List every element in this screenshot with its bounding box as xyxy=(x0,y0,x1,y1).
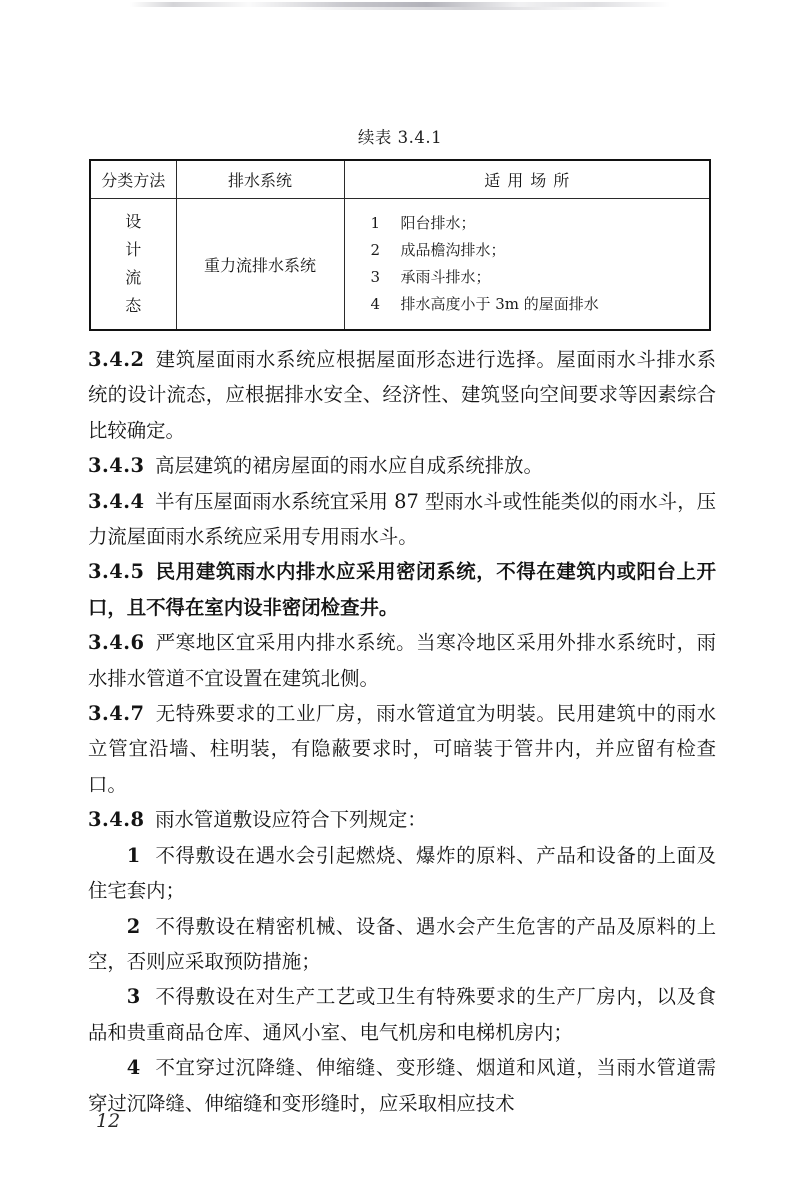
clause-number: 3.4.2 xyxy=(88,348,145,371)
clause-3-4-3 xyxy=(88,448,716,483)
list-item xyxy=(371,291,710,318)
list-item xyxy=(371,210,710,237)
table-header-method: 分类方法 xyxy=(90,160,176,199)
clause-text: 建筑屋面雨水系统应根据屋面形态进行选择。屋面雨水斗排水系统的设计流态，应根据排水安全、经济性、建筑竖向空间要求等因素综合比较确定。 xyxy=(88,348,716,442)
list-item-number: 1 xyxy=(370,214,381,232)
clause-text: 严寒地区宜采用内排水系统。当寒冷地区采用外排水系统时，雨水排水管道不宜设置在建筑北侧。 xyxy=(88,631,716,690)
clause-3-4-5 xyxy=(88,554,716,625)
clause-3-4-8 xyxy=(88,802,716,837)
clause-3-4-6 xyxy=(88,625,716,696)
sub-item-text: 不得敷设在遇水会引起燃烧、爆炸的原料、产品和设备的上面及住宅套内； xyxy=(88,843,716,903)
clause-text: 民用建筑雨水内排水应采用密闭系统，不得在建筑内或阳台上开口，且不得在室内设非密闭检查井。 xyxy=(88,560,716,619)
clause-text: 高层建筑的裙房屋面的雨水应自成系统排放。 xyxy=(155,454,543,478)
sub-item-2 xyxy=(88,909,716,980)
sub-item-number: 4 xyxy=(126,1056,141,1080)
list-item-number: 3 xyxy=(370,268,381,286)
method-char-4: 态 xyxy=(125,296,142,315)
clause-number: 3.4.5 xyxy=(88,560,145,584)
sub-item-number: 1 xyxy=(126,843,141,867)
spec-table-wrapper xyxy=(89,159,709,331)
sub-item-number: 2 xyxy=(126,914,141,938)
list-item-text: 阳台排水； xyxy=(400,214,476,232)
list-item-text: 排水高度小于 3m 的屋面排水 xyxy=(400,295,599,313)
sub-item-text: 不宜穿过沉降缝、伸缩缝、变形缝、烟道和风道，当雨水管道需穿过沉降缝、伸缩缝和变形缝时，应采取相应技术 xyxy=(88,1056,716,1115)
method-char-1: 设 xyxy=(125,212,142,231)
table-row xyxy=(90,199,710,331)
sub-item-4 xyxy=(88,1050,716,1121)
list-item-text: 成品檐沟排水； xyxy=(400,241,506,259)
clause-text: 半有压屋面雨水系统宜采用 87 型雨水斗或性能类似的雨水斗，压力流屋面雨水系统应采用专用雨水斗。 xyxy=(88,489,716,549)
list-item xyxy=(371,264,710,291)
cell-drainage-system: 重力流排水系统 xyxy=(176,199,344,331)
cell-classification-method xyxy=(90,199,176,331)
table-header-place: 适用场所 xyxy=(344,160,710,199)
clause-3-4-2 xyxy=(88,342,716,448)
sub-item-3 xyxy=(88,979,716,1050)
clause-number: 3.4.7 xyxy=(88,702,145,726)
drainage-system-table xyxy=(89,159,711,331)
list-item-text: 承雨斗排水； xyxy=(400,268,491,286)
list-item-number: 2 xyxy=(370,241,381,259)
clause-number: 3.4.3 xyxy=(88,454,145,478)
clause-number: 3.4.8 xyxy=(88,808,145,832)
clause-3-4-7 xyxy=(88,696,716,802)
clause-text: 无特殊要求的工业厂房，雨水管道宜为明装。民用建筑中的雨水立管宜沿墙、柱明装，有隐蔽要求时，可暗装于管井内，并应留有检查口。 xyxy=(88,702,716,796)
sub-item-text: 不得敷设在对生产工艺或卫生有特殊要求的生产厂房内，以及食品和贵重商品仓库、通风小室、电气机房和电梯机房内； xyxy=(88,985,716,1044)
method-char-3: 流 xyxy=(125,268,142,287)
cell-applicable-places xyxy=(344,199,710,331)
table-header-system: 排水系统 xyxy=(176,160,344,199)
sub-item-number: 3 xyxy=(126,985,141,1009)
page-number: 12 xyxy=(96,1110,121,1132)
table-caption: 续表 3.4.1 xyxy=(357,128,443,147)
sub-item-1 xyxy=(88,838,716,909)
sub-item-text: 不得敷设在精密机械、设备、遇水会产生危害的产品及原料的上空，否则应采取预防措施； xyxy=(88,914,716,973)
method-char-2: 计 xyxy=(125,240,142,259)
list-item xyxy=(371,237,710,264)
clause-number: 3.4.4 xyxy=(88,489,145,513)
clause-number: 3.4.6 xyxy=(88,631,145,655)
clause-3-4-4 xyxy=(88,484,716,555)
scan-artifact-secondary xyxy=(300,7,600,10)
table-header-row xyxy=(90,160,710,199)
applicable-places-list xyxy=(345,200,710,328)
list-item-number: 4 xyxy=(370,295,381,313)
body-text xyxy=(88,342,716,1121)
clause-text: 雨水管道敷设应符合下列规定： xyxy=(155,808,427,832)
